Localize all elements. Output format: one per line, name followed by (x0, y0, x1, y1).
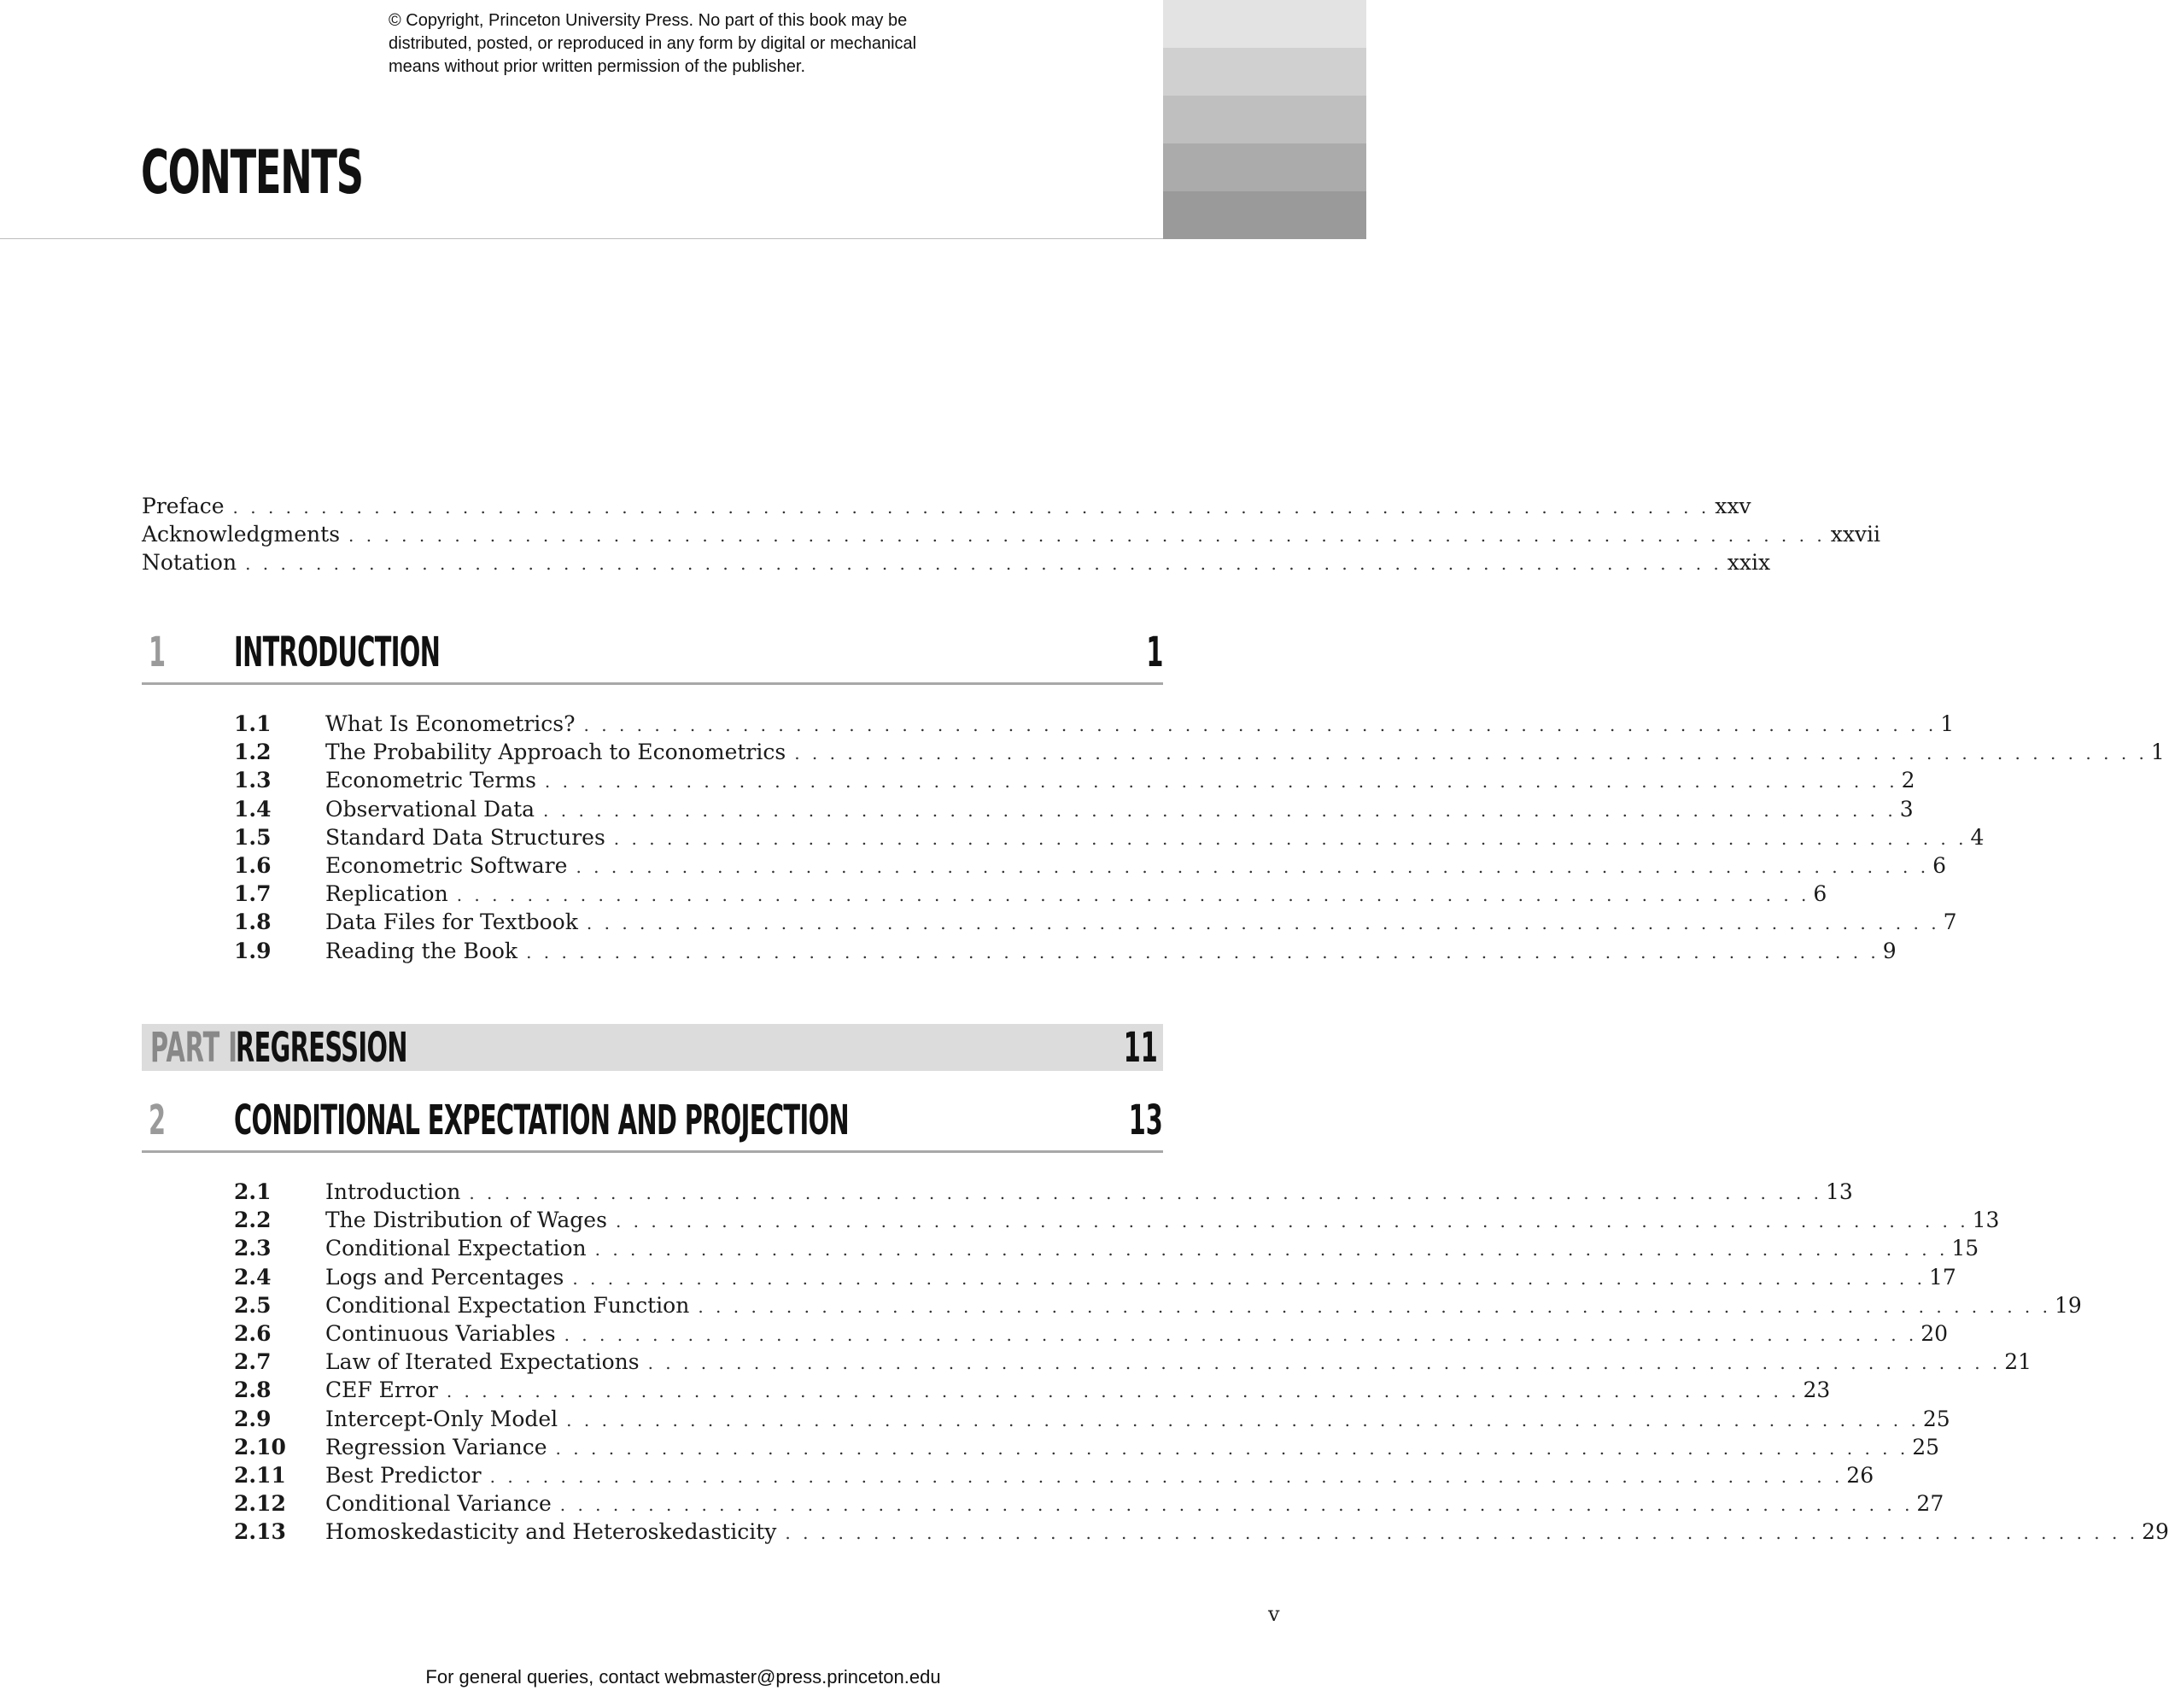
toc-entry-label: Acknowledgments (142, 522, 341, 547)
chapter-divider (142, 1150, 1163, 1153)
dot-leader: . . . . . . . . . . . . . . . . . . . . . . . . . . . . . . . . . . . . . . . . . . . . . . . . . . . . . . . . . . . . . . . . . . . . . . . . . . . . . . . . . . . . (245, 553, 1722, 574)
section-page: 13 (1826, 1179, 1853, 1204)
section-page: 2 (1901, 768, 1915, 793)
dot-leader: . . . . . . . . . . . . . . . . . . . . . . . . . . . . . . . . . . . . . . . . . . . . . . . . . . . . . . . . . . . . . . . . . . . . . . . . . . . . . . . . . . . . (232, 497, 1710, 518)
toc-entry-page: xxv (1710, 492, 1751, 520)
part-title: REGRESSION (236, 1024, 407, 1072)
dot-leader: . . . . . . . . . . . . . . . . . . . . . . . . . . . . . . . . . . . . . . . . . . . . . . . . . . . . . . . . . . . . . . . . . . . . . . . . . . . . . (564, 1325, 1918, 1345)
toc-section-entry[interactable] (142, 1348, 2032, 1376)
section-title: Econometric Terms (325, 768, 536, 793)
gray-step (1163, 143, 1366, 191)
dot-leader: . . . . . . . . . . . . . . . . . . . . . . . . . . . . . . . . . . . . . . . . . . . . . . . . . . . . . . . . . . . . . . . . . . . . . . . . . . . . . (526, 941, 1880, 962)
toc-section-entry[interactable] (142, 908, 1957, 936)
section-title: Regression Variance (325, 1434, 547, 1459)
toc-section-entry[interactable] (142, 1178, 1853, 1206)
section-title: Intercept-Only Model (325, 1406, 558, 1431)
part-heading[interactable] (142, 1024, 1163, 1071)
toc-section-entry[interactable] (142, 851, 1947, 880)
section-page: 1 (1940, 711, 1955, 736)
toc-section-entry[interactable] (142, 1489, 1944, 1518)
section-number: 1.2 (234, 740, 272, 765)
section-title: Reading the Book (325, 938, 518, 963)
dot-leader: . . . . . . . . . . . . . . . . . . . . . . . . . . . . . . . . . . . . . . . . . . . . . . . . . . . . . . . . . . . . . . . . . . . . . . . . . . . . . (469, 1183, 1823, 1203)
dot-leader: . . . . . . . . . . . . . . . . . . . . . . . . . . . . . . . . . . . . . . . . . . . . . . . . . . . . . . . . . . . . . . . . . . . . . . . . . . . . . (555, 1437, 1909, 1459)
section-number: 2.10 (234, 1434, 286, 1459)
toc-section-entry[interactable] (142, 1518, 2169, 1546)
copyright-line: means without prior written permission of the publisher. (389, 57, 806, 76)
toc-section-entry[interactable] (142, 1433, 1940, 1461)
section-title: Law of Iterated Expectations (325, 1349, 640, 1375)
section-page: 26 (1846, 1463, 1874, 1488)
section-title: Replication (325, 881, 448, 907)
decorative-gray-block (1163, 0, 1366, 239)
toc-section-entry[interactable] (142, 738, 2165, 766)
toc-section-entry[interactable] (142, 1461, 1874, 1489)
section-number: 2.3 (234, 1236, 272, 1261)
toc-section-entry[interactable] (142, 1263, 1956, 1291)
part-label: PART I (150, 1024, 238, 1072)
dot-leader: . . . . . . . . . . . . . . . . . . . . . . . . . . . . . . . . . . . . . . . . . . . . . . . . . . . . . . . . . . . . . . . . . . . . . . . . . . . . . (543, 799, 1897, 821)
copyright-line: distributed, posted, or reproduced in any form by digital or mechanical (389, 34, 917, 53)
section-title: CEF Error (325, 1378, 438, 1403)
dot-leader: . . . . . . . . . . . . . . . . . . . . . . . . . . . . . . . . . . . . . . . . . . . . . . . . . . . . . . . . . . . . . . . . . . . . . . . . . . . . . (446, 1381, 1800, 1402)
dot-leader: . . . . . . . . . . . . . . . . . . . . . . . . . . . . . . . . . . . . . . . . . . . . . . . . . . . . . . . . . . . . . . . . . . . . . . . . . . . . . (489, 1466, 1844, 1487)
page-number: v (1268, 1602, 1280, 1626)
section-number: 1.6 (234, 853, 272, 878)
section-page: 4 (1970, 824, 1985, 850)
dot-leader: . . . . . . . . . . . . . . . . . . . . . . . . . . . . . . . . . . . . . . . . . . . . . . . . . . . . . . . . . . . . . . . . . . . . . . . . . . . . . (559, 1494, 1914, 1516)
toc-section-entry[interactable] (142, 1206, 2000, 1234)
dot-leader: . . . . . . . . . . . . . . . . . . . . . . . . . . . . . . . . . . . . . . . . . . . . . . . . . . . . . . . . . . . . . . . . . . . . . . . . . . . . . (594, 1239, 1949, 1261)
section-title: The Distribution of Wages (325, 1208, 607, 1233)
section-title: Logs and Percentages (325, 1264, 564, 1290)
chapter-title: CONDITIONAL EXPECTATION AND PROJECTION (234, 1097, 849, 1144)
chapter-heading-2[interactable] (142, 1093, 1163, 1144)
section-number: 1.7 (234, 881, 272, 907)
chapter-heading-1[interactable] (142, 625, 1163, 676)
chapter-number: 1 (149, 629, 167, 676)
toc-entry-preface[interactable] (142, 492, 1751, 520)
section-title: The Probability Approach to Econometrics (325, 740, 786, 765)
chapter-number: 2 (149, 1097, 167, 1144)
toc-entry-label: Notation (142, 550, 237, 575)
gray-step (1163, 96, 1366, 143)
toc-entry-acknowledgments[interactable] (142, 520, 1881, 548)
section-page: 13 (1972, 1208, 2000, 1233)
section-number: 2.11 (234, 1463, 286, 1488)
gray-step (1163, 48, 1366, 96)
section-page: 3 (1899, 796, 1914, 822)
section-page: 21 (2004, 1349, 2032, 1375)
dot-leader: . . . . . . . . . . . . . . . . . . . . . . . . . . . . . . . . . . . . . . . . . . . . . . . . . . . . . . . . . . . . . . . . . . . . . . . . . . . . . (566, 1409, 1920, 1430)
section-number: 2.5 (234, 1292, 272, 1318)
toc-section-entry[interactable] (142, 1291, 2082, 1319)
toc-entry-page: xxvii (1826, 520, 1880, 548)
dot-leader: . . . . . . . . . . . . . . . . . . . . . . . . . . . . . . . . . . . . . . . . . . . . . . . . . . . . . . . . . . . . . . . . . . . . . . . . . . . . . (794, 743, 2148, 764)
section-title: Conditional Variance (325, 1491, 552, 1517)
section-page: 19 (2055, 1292, 2082, 1318)
section-page: 23 (1803, 1378, 1831, 1403)
section-title: Conditional Expectation (325, 1236, 587, 1261)
section-number: 2.2 (234, 1208, 272, 1233)
dot-leader: . . . . . . . . . . . . . . . . . . . . . . . . . . . . . . . . . . . . . . . . . . . . . . . . . . . . . . . . . . . . . . . . . . . . . . . . . . . . . . . . . . . . (348, 525, 1826, 546)
dot-leader: . . . . . . . . . . . . . . . . . . . . . . . . . . . . . . . . . . . . . . . . . . . . . . . . . . . . . . . . . . . . . . . . . . . . . . . . . . . . . (586, 913, 1940, 934)
chapter-title: INTRODUCTION (234, 629, 441, 676)
toc-section-entry[interactable] (142, 1405, 1950, 1433)
section-number: 1.4 (234, 796, 272, 822)
section-number: 1.9 (234, 938, 272, 963)
gray-step (1163, 0, 1366, 48)
section-number: 2.6 (234, 1321, 272, 1346)
chapter-page: 1 (1145, 629, 1163, 676)
toc-section-entry[interactable] (142, 880, 1827, 908)
section-title: Homoskedasticity and Heteroskedasticity (325, 1519, 777, 1545)
section-number: 2.12 (234, 1491, 286, 1517)
section-title: Continuous Variables (325, 1321, 556, 1346)
section-number: 2.4 (234, 1264, 272, 1290)
section-title: Standard Data Structures (325, 824, 605, 850)
section-page: 1 (2150, 740, 2165, 765)
section-page: 6 (1813, 881, 1827, 907)
dot-leader: . . . . . . . . . . . . . . . . . . . . . . . . . . . . . . . . . . . . . . . . . . . . . . . . . . . . . . . . . . . . . . . . . . . . . . . . . . . . . (456, 885, 1810, 906)
section-title: Best Predictor (325, 1463, 482, 1488)
header-divider (0, 238, 1163, 239)
section-page: 17 (1929, 1264, 1956, 1290)
toc-section-entry[interactable] (142, 1234, 1979, 1262)
dot-leader: . . . . . . . . . . . . . . . . . . . . . . . . . . . . . . . . . . . . . . . . . . . . . . . . . . . . . . . . . . . . . . . . . . . . . . . . . . . . . (544, 771, 1898, 793)
toc-entry-notation[interactable] (142, 548, 1771, 576)
section-page: 29 (2142, 1519, 2169, 1545)
dot-leader: . . . . . . . . . . . . . . . . . . . . . . . . . . . . . . . . . . . . . . . . . . . . . . . . . . . . . . . . . . . . . . . . . . . . . . . . . . . . . (572, 1267, 1926, 1289)
toc-section-entry[interactable] (142, 1319, 1949, 1348)
toc-entry-page: xxix (1722, 548, 1770, 576)
page-title: CONTENTS (141, 137, 363, 208)
section-title: Conditional Expectation Function (325, 1292, 690, 1318)
footer-contact: For general queries, contact webmaster@press.princeton.edu (425, 1666, 941, 1688)
toc-section-entry[interactable] (142, 766, 1915, 794)
section-number: 1.8 (234, 910, 272, 935)
toc-entry-label: Preface (142, 494, 225, 518)
dot-leader: . . . . . . . . . . . . . . . . . . . . . . . . . . . . . . . . . . . . . . . . . . . . . . . . . . . . . . . . . . . . . . . . . . . . . . . . . . . . . (785, 1523, 2139, 1544)
dot-leader: . . . . . . . . . . . . . . . . . . . . . . . . . . . . . . . . . . . . . . . . . . . . . . . . . . . . . . . . . . . . . . . . . . . . . . . . . . . . . (576, 857, 1930, 877)
copyright-line: © Copyright, Princeton University Press. No part of this book may be (389, 11, 908, 30)
dot-leader: . . . . . . . . . . . . . . . . . . . . . . . . . . . . . . . . . . . . . . . . . . . . . . . . . . . . . . . . . . . . . . . . . . . . . . . . . . . . . (583, 715, 1938, 735)
section-number: 1.5 (234, 824, 272, 850)
toc-section-entry[interactable] (142, 937, 1897, 965)
toc-section-entry[interactable] (142, 710, 1955, 738)
part-page: 11 (1123, 1024, 1158, 1072)
copyright-notice (389, 9, 1003, 79)
section-page: 15 (1951, 1236, 1979, 1261)
section-title: Observational Data (325, 796, 535, 822)
section-number: 2.8 (234, 1378, 272, 1403)
toc-section-entry[interactable] (142, 795, 1914, 823)
section-title: Data Files for Textbook (325, 910, 578, 935)
dot-leader: . . . . . . . . . . . . . . . . . . . . . . . . . . . . . . . . . . . . . . . . . . . . . . . . . . . . . . . . . . . . . . . . . . . . . . . . . . . . . (647, 1353, 2002, 1374)
section-title: Econometric Software (325, 853, 568, 878)
section-number: 1.3 (234, 768, 272, 793)
chapter-page: 13 (1128, 1097, 1163, 1144)
chapter-divider (142, 682, 1163, 685)
toc-section-entry[interactable] (142, 823, 1985, 851)
toc-section-entry[interactable] (142, 1376, 1831, 1404)
section-number: 2.1 (234, 1179, 272, 1204)
section-title: Introduction (325, 1179, 461, 1204)
section-page: 6 (1932, 853, 1947, 878)
section-page: 27 (1916, 1491, 1944, 1517)
dot-leader: . . . . . . . . . . . . . . . . . . . . . . . . . . . . . . . . . . . . . . . . . . . . . . . . . . . . . . . . . . . . . . . . . . . . . . . . . . . . . (615, 1211, 1969, 1232)
section-title: What Is Econometrics? (325, 711, 576, 736)
section-page: 20 (1921, 1321, 1949, 1346)
section-number: 2.7 (234, 1349, 272, 1375)
section-page: 25 (1912, 1434, 1940, 1459)
section-page: 7 (1943, 910, 1957, 935)
section-page: 25 (1922, 1406, 1950, 1431)
section-page: 9 (1882, 938, 1897, 963)
section-number: 2.13 (234, 1519, 286, 1545)
dot-leader: . . . . . . . . . . . . . . . . . . . . . . . . . . . . . . . . . . . . . . . . . . . . . . . . . . . . . . . . . . . . . . . . . . . . . . . . . . . . . (698, 1296, 2051, 1317)
section-number: 2.9 (234, 1406, 272, 1431)
dot-leader: . . . . . . . . . . . . . . . . . . . . . . . . . . . . . . . . . . . . . . . . . . . . . . . . . . . . . . . . . . . . . . . . . . . . . . . . . . . . . (613, 828, 1967, 849)
gray-step (1163, 191, 1366, 239)
section-number: 1.1 (234, 711, 272, 736)
